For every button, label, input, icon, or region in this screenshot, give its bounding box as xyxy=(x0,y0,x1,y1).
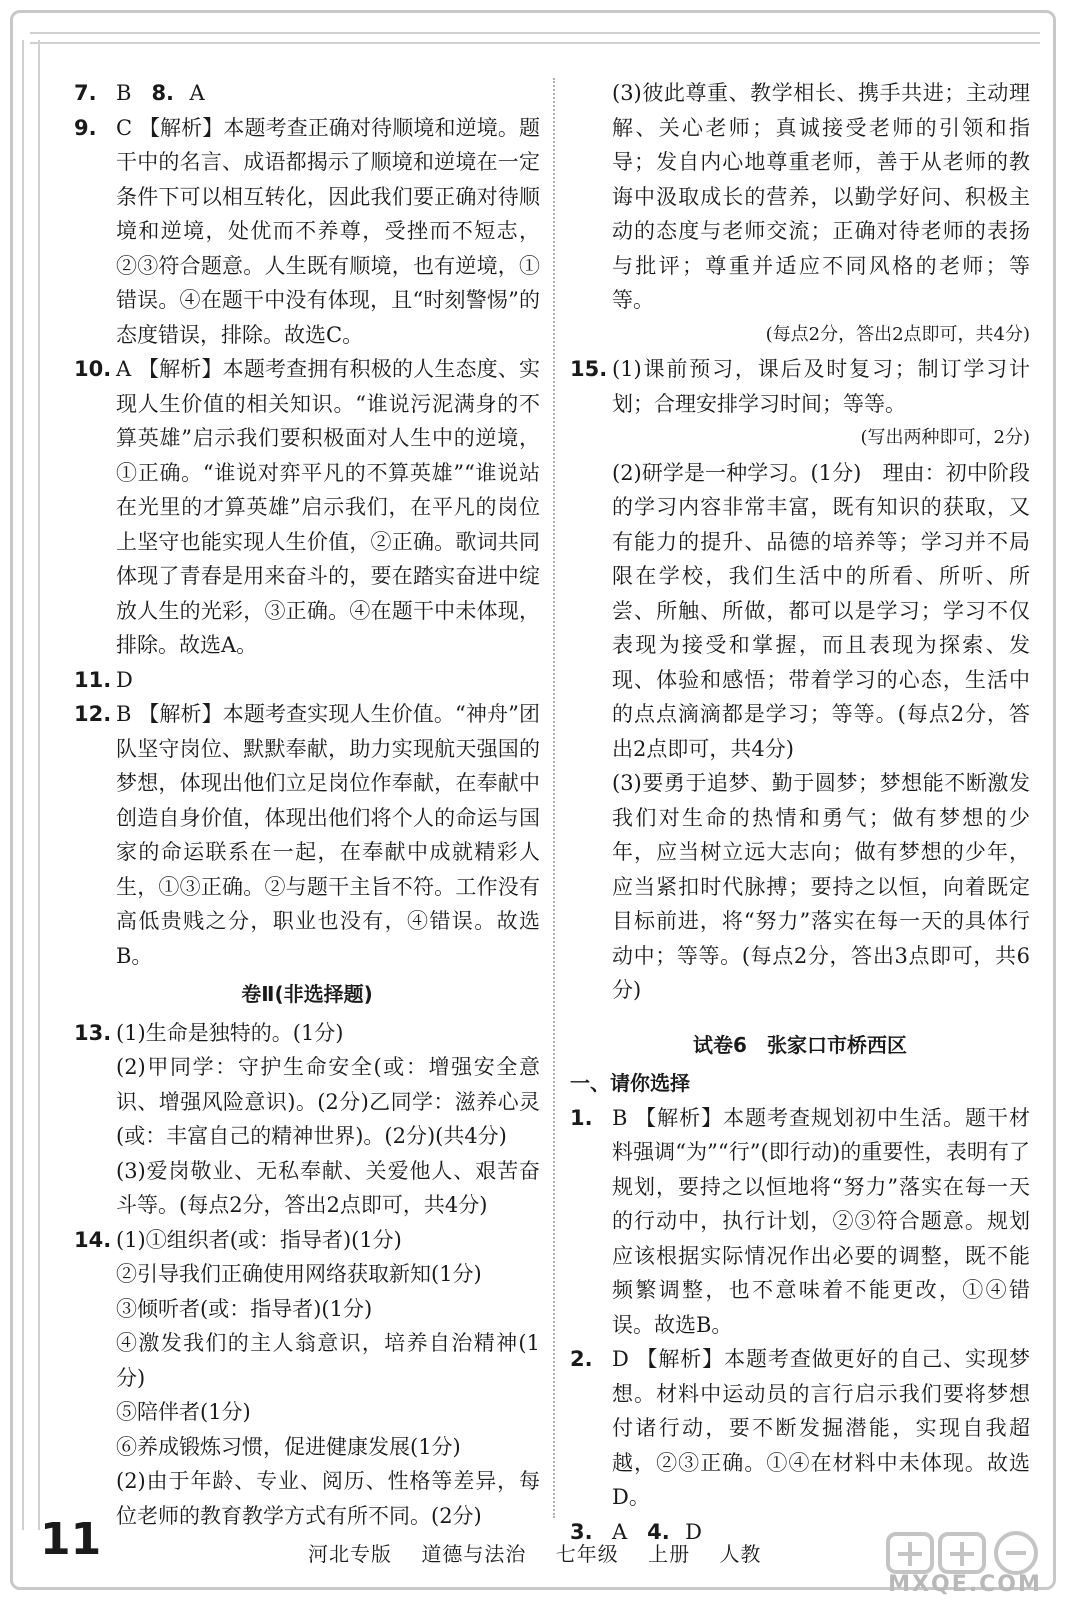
question-number: 1. xyxy=(570,1105,593,1130)
question-number: 11. xyxy=(74,667,112,692)
question-number: 4. xyxy=(647,1519,670,1544)
question-12 xyxy=(74,697,540,973)
frame-top-border xyxy=(30,32,1040,44)
right-column xyxy=(570,76,1030,1549)
answer-part: (2)研学是一种学习。(1分) 理由：初中阶段的学习内容非常丰富，既有知识的获取，又有能力的提升、品德的培养等；学习并不局限在学校，我们生活中的所看、所听、所尝、所触、所做，都可以是学习；学习不仅表现为接受和掌握，而且表现为探索、发现、体验和感悟；带着学习的心态，生活中的点点滴滴都是学习；等等。(每点2分，答出2点即可，共4分) xyxy=(612,460,1030,761)
edition-label: 河北专版 xyxy=(308,1542,392,1566)
question-number: 8. xyxy=(151,81,175,105)
answer-part: (2)甲同学：守护生命安全(或：增强安全意识、增强风险意识)。(2分)乙同学：滋养心灵(或：丰富自己的精神世界)。(2分)(共4分) xyxy=(116,1055,540,1148)
answer-part: (1)生命是独特的。(1分) xyxy=(116,1020,344,1045)
question-number: 13. xyxy=(74,1020,112,1045)
section-heading: 一、请你选择 xyxy=(570,1071,690,1095)
question-number: 2. xyxy=(570,1347,593,1371)
score-note: (每点2分，答出2点即可，共4分) xyxy=(765,323,1030,345)
answer: A xyxy=(612,1519,628,1544)
question-number: 3. xyxy=(570,1519,593,1544)
question-14 xyxy=(74,1223,540,1258)
column-divider xyxy=(553,78,557,1518)
question-number: 10. xyxy=(74,357,112,381)
answer-part: (1)课前预习，课后及时复习；制订学习计划；合理安排学习时间；等等。 xyxy=(612,357,1030,416)
book-series-info xyxy=(308,1538,783,1567)
frame-left-border xyxy=(22,40,40,1530)
answer-part: (1)①组织者(或：指导者)(1分) xyxy=(116,1227,402,1252)
watermark-icon xyxy=(880,1530,1050,1578)
volume-label: 上册 xyxy=(648,1542,691,1566)
answer-row-7-8 xyxy=(74,76,540,111)
question-1 xyxy=(570,1101,1030,1343)
spacer xyxy=(570,1008,1030,1024)
answer: D xyxy=(685,1519,703,1544)
subject-label: 道德与法治 xyxy=(421,1542,527,1566)
question-analysis: B 【解析】本题考查实现人生价值。“神舟”团队坚守岗位、默默奉献，助力实现航天强国的梦想，体现出他们立足岗位作奉献，在奉献中创造自身价值，体现出他们将个人的命运与国家的命运联系在一起，在奉献中成就精彩人生，①③正确。②与题干主旨不符。工作没有高低贵贱之分，职业也没有，④错误。故选B。 xyxy=(116,702,540,968)
answer-part: (3)彼此尊重、教学相长、携手共进；主动理解、关心老师；真诚接受老师的引领和指导；发自内心地尊重老师，善于从老师的教诲中汲取成长的营养，以勤学好问、积极主动的态度与老师交流；正确对待老师的表扬与批评；尊重并适应不同风格的老师；等等。 xyxy=(612,81,1030,312)
page-footer xyxy=(0,1510,1066,1600)
question-analysis: B 【解析】本题考查规划初中生活。题干材料强调“为”“行”(即行动)的重要性，表明有了规划，要持之以恒地将“努力”落实在每一天的行动中，执行计划，②③符合题意。规划应该根据实际情况作出必要的调整，既不能频繁调整，也不意味着不能更改，①④错误。故选B。 xyxy=(612,1105,1030,1337)
answer-part: ②引导我们正确使用网络获取新知(1分) xyxy=(116,1262,482,1286)
answer: D xyxy=(116,667,133,692)
answer-part: ③倾听者(或：指导者)(1分) xyxy=(116,1296,373,1321)
question-number: 9. xyxy=(74,115,97,140)
grade-label: 七年级 xyxy=(555,1542,619,1566)
question-13 xyxy=(74,1016,540,1051)
answer: A xyxy=(189,81,205,105)
answer-part: (2)由于年龄、专业、阅历、性格等差异，每位老师的教育教学方式有所不同。(2分) xyxy=(116,1469,540,1528)
question-11 xyxy=(74,663,540,698)
question-15 xyxy=(570,352,1030,421)
answer-part: (3)要勇于追梦、勤于圆梦；梦想能不断激发我们对生命的热情和勇气；做有梦想的少年，应当树立远大志向；做有梦想的少年，应当紧扣时代脉搏；要持之以恒，向着既定目标前进，将“努力”落实在每一天的具体行动中；等等。(每点2分，答出3点即可，共6分) xyxy=(612,771,1030,1002)
section-heading: 卷Ⅱ(非选择题) xyxy=(241,982,373,1006)
question-number: 14. xyxy=(74,1227,112,1252)
answer: B xyxy=(116,81,132,105)
question-analysis: A 【解析】本题考查拥有积极的人生态度、实现人生价值的相关知识。“谁说污泥满身的不算英雄”启示我们要积极面对人生中的逆境，①正确。“谁说对弈平凡的不算英雄”“谁说站在光里的才算英雄”启示我们，在平凡的岗位上坚守也能实现人生价值，②正确。歌词共同体现了青春是用来奋斗的，要在踏实奋进中绽放人生的光彩，③正确。④在题干中未体现，排除。故选A。 xyxy=(116,357,540,657)
answer-part: ⑥养成锻炼习惯，促进健康发展(1分) xyxy=(116,1434,461,1459)
paper-title: 试卷6 张家口市桥西区 xyxy=(693,1032,907,1057)
publisher-label: 人教 xyxy=(719,1542,762,1566)
question-number: 15. xyxy=(570,357,608,381)
page-number: 11 xyxy=(40,1514,102,1565)
watermark-text: MXQE.COM xyxy=(888,1572,1042,1597)
question-9 xyxy=(74,111,540,353)
question-2 xyxy=(570,1342,1030,1515)
question-number: 7. xyxy=(74,81,97,105)
question-analysis: C 【解析】本题考查正确对待顺境和逆境。题干中的名言、成语都揭示了顺境和逆境在一定条件下可以相互转化，因此我们要正确对待顺境和逆境，处优而不养尊，受挫而不短志，②③符合题意。人生既有顺境，也有逆境，①错误。④在题干中没有体现，且“时刻警惕”的态度错误，排除。故选C。 xyxy=(116,115,540,347)
question-analysis: D 【解析】本题考查做更好的自己、实现梦想。材料中运动员的言行启示我们要将梦想付诸行动，要不断发掘潜能，实现自我超越，②③正确。①④在材料中未体现。故选D。 xyxy=(612,1347,1030,1509)
watermark-logo xyxy=(880,1530,1050,1600)
left-column xyxy=(74,76,540,1533)
question-10 xyxy=(74,352,540,663)
score-note: (写出两种即可，2分) xyxy=(860,427,1030,448)
question-number: 12. xyxy=(74,702,112,726)
answer-part: ⑤陪伴者(1分) xyxy=(116,1400,251,1424)
answer-part: ④激发我们的主人翁意识，培养自治精神(1分) xyxy=(116,1331,540,1390)
answer-part: (3)爱岗敬业、无私奉献、关爱他人、艰苦奋斗等。(每点2分，答出2点即可，共4分) xyxy=(116,1158,540,1217)
